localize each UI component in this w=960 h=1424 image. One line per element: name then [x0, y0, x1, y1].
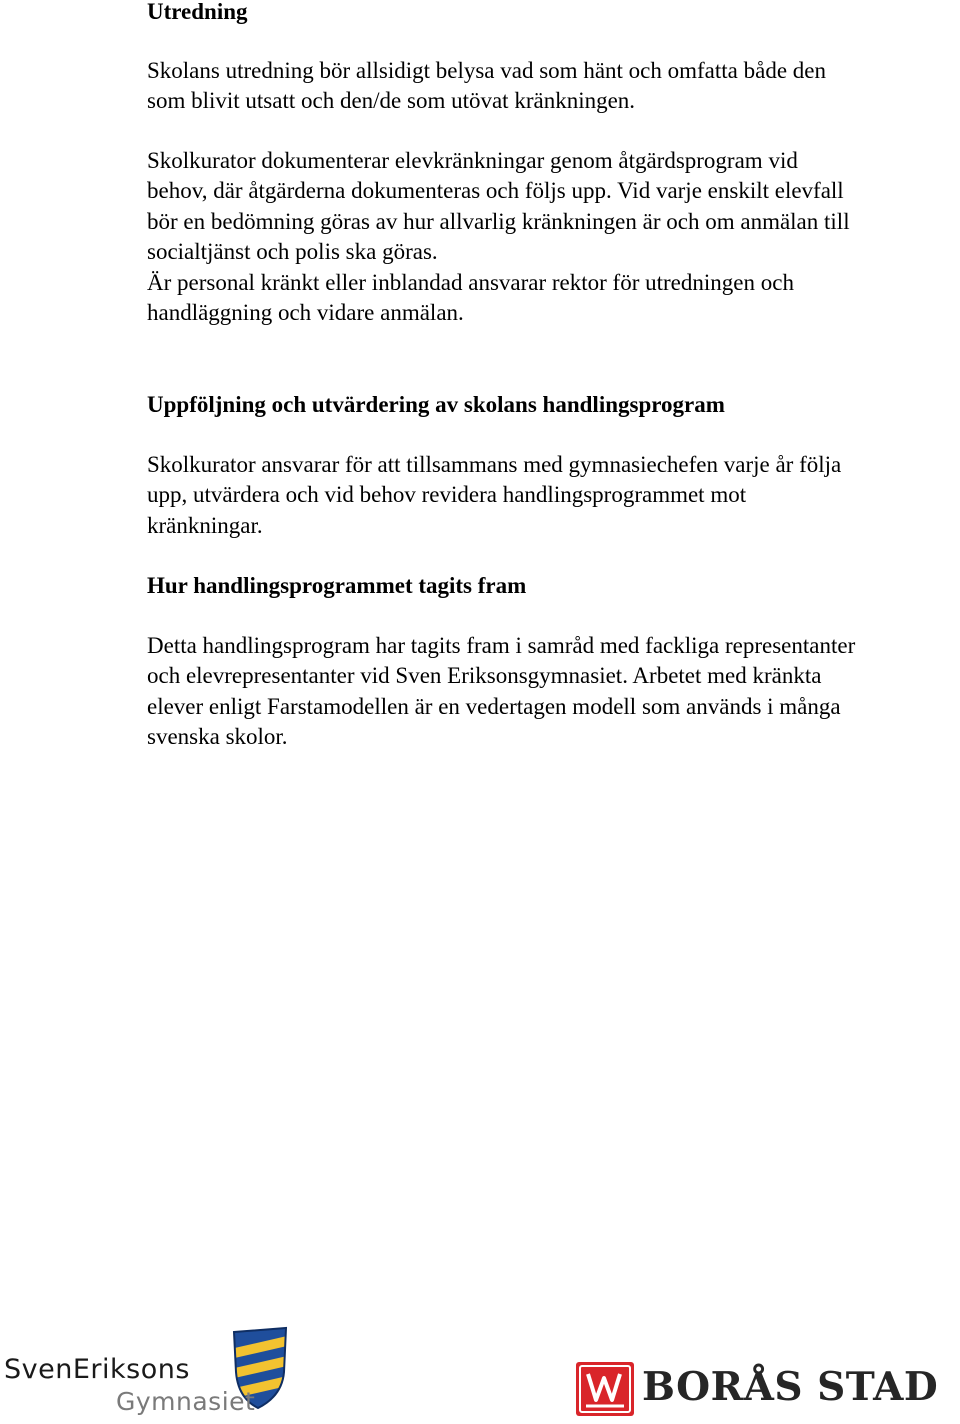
text-line: som blivit utsatt och den/de som utövat kränkningen.	[147, 88, 636, 114]
text-line: kränkningar.	[147, 512, 263, 538]
text-line: socialtjänst och polis ska göras.	[147, 239, 438, 265]
text-line: svenska skolor.	[147, 724, 288, 750]
text-line: och elevrepresentanter vid Sven Eriksonsgymnasiet. Arbetet med kränkta	[147, 663, 822, 689]
text-line: Skolkurator dokumenterar elevkränkningar genom åtgärdsprogram vid	[147, 148, 798, 173]
text-line: Detta handlingsprogram har tagits fram i samråd med fackliga representanter	[147, 633, 856, 658]
text-line: upp, utvärdera och vid behov revidera handlingsprogrammet mot	[147, 482, 747, 508]
paragraph-utredning-1	[147, 56, 959, 117]
logo-name: SvenEriksons	[4, 1354, 190, 1385]
text-line: elever enligt Farstamodellen är en vedertagen modell som används i många	[147, 693, 841, 719]
text-line: Skolans utredning bör allsidigt belysa vad som hänt och omfatta både den	[147, 58, 826, 83]
heading-utredning: Utredning	[147, 0, 248, 24]
text-line: handläggning och vidare anmälan.	[147, 300, 464, 326]
logo-subtitle: Gymnasiet	[116, 1387, 256, 1416]
paragraph-utredning-2	[147, 146, 959, 328]
paragraph-hur-framtaget	[147, 631, 959, 753]
paragraph-uppfoljning	[147, 450, 959, 541]
text-line: behov, där åtgärderna dokumenteras och följs upp. Vid varje enskilt elevfall	[147, 178, 844, 204]
text-line: Är personal kränkt eller inblandad ansvarar rektor för utredningen och	[147, 269, 794, 295]
text-line: bör en bedömning göras av hur allvarlig kränkningen är och om anmälan till	[147, 208, 850, 234]
heading-hur-framtaget: Hur handlingsprogrammet tagits fram	[147, 573, 527, 598]
boras-stad-name: BORÅS STAD	[642, 1364, 939, 1410]
text-line: Skolkurator ansvarar för att tillsammans med gymnasiechefen varje år följa	[147, 452, 842, 477]
heading-uppfoljning: Uppföljning och utvärdering av skolans handlingsprogram	[147, 392, 725, 417]
